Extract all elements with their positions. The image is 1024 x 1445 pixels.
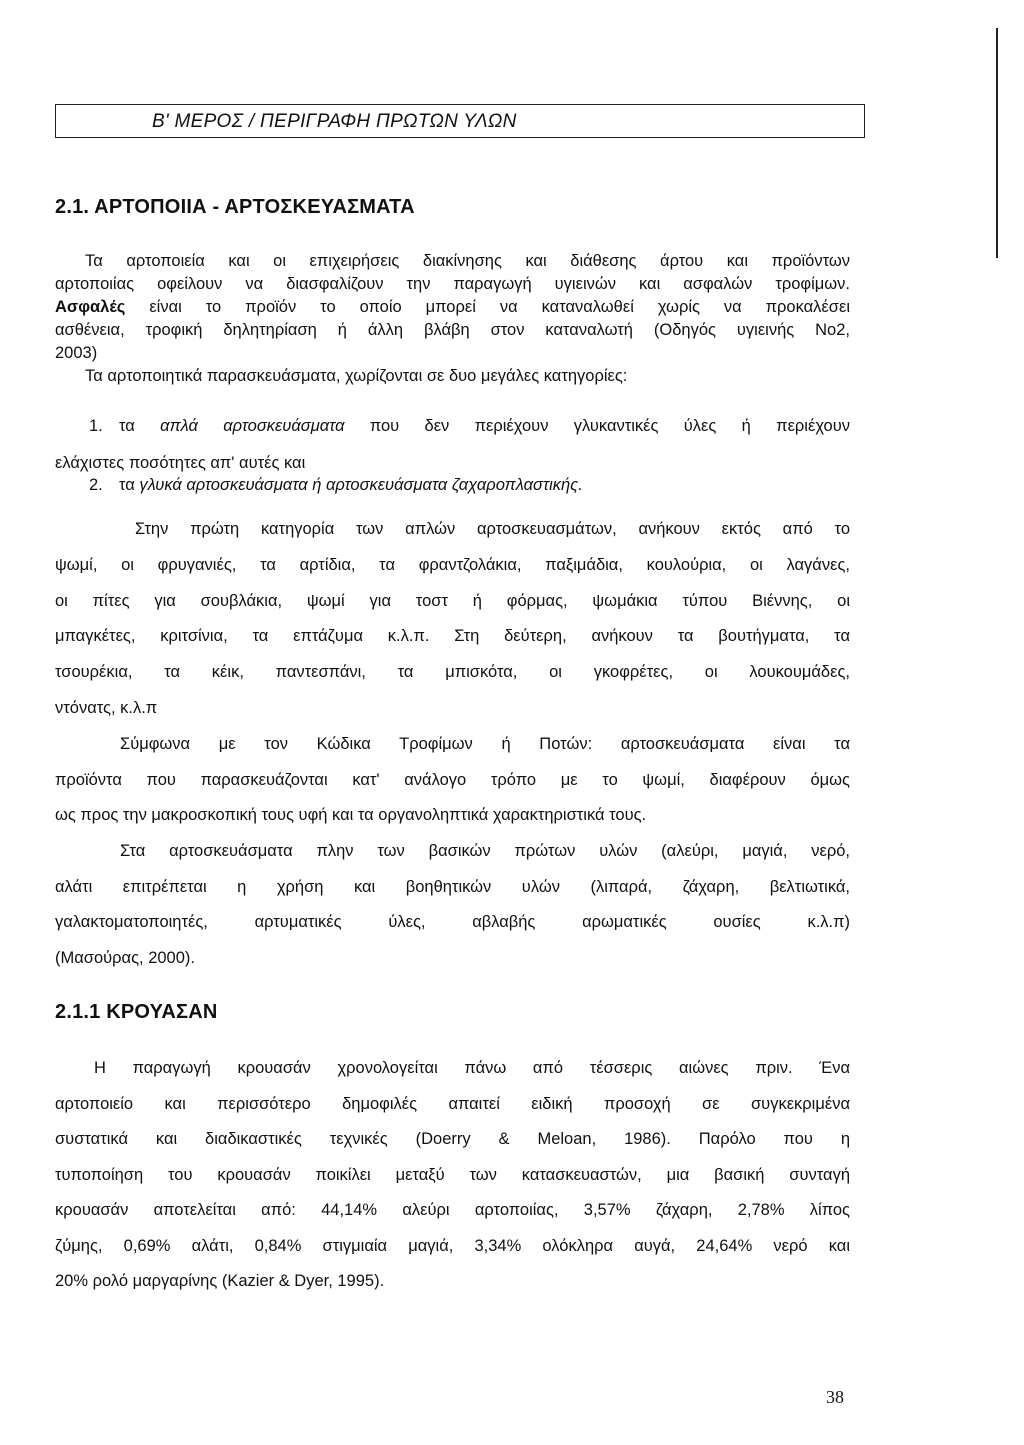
italic-term: απλά αρτοσκευάσματα bbox=[160, 417, 345, 435]
text-span: τα bbox=[119, 417, 161, 435]
text-line: μπαγκέτες, κριτσίνια, τα επτάζυμα κ.λ.π. Στη δεύτερη, ανήκουν τα βουτήγματα, τα bbox=[55, 627, 850, 646]
section-heading: 2.1. ΑΡΤΟΠΟΙΙΑ - ΑΡΤΟΣΚΕΥΑΣΜΑΤΑ bbox=[55, 196, 415, 218]
text-span: τα bbox=[119, 476, 140, 494]
text-line: Στα αρτοσκευάσματα πλην των βασικών πρώτων υλών (αλεύρι, μαγιά, νερό, bbox=[120, 842, 850, 860]
text-line bbox=[55, 474, 850, 497]
text-line: 2003) bbox=[55, 344, 98, 362]
text-line: κρουασάν αποτελείται από: 44,14% αλεύρι αρτοποιίας, 3,57% ζάχαρη, 2,78% λίπος bbox=[55, 1201, 850, 1219]
text-line bbox=[55, 296, 850, 319]
text-line: αρτοποιείο και περισσότερο δημοφιλές απαιτεί ειδική προσοχή σε συγκεκριμένα bbox=[55, 1094, 850, 1113]
list-number: 2. bbox=[89, 476, 103, 494]
text-line: Σύμφωνα με τον Κώδικα Τροφίμων ή Ποτών: αρτοσκευάσματα είναι τα bbox=[120, 735, 850, 753]
text-line: 20% ρολό μαργαρίνης (Kazier & Dyer, 1995). bbox=[55, 1272, 385, 1290]
text-line: γαλακτοματοποιητές, αρτυματικές ύλες, αβλαβής αρωματικές ουσίες κ.λ.π) bbox=[55, 913, 850, 931]
food-code-paragraph bbox=[55, 727, 850, 834]
text-line: προϊόντα που παρασκευάζονται κατ' ανάλογο τρόπο με το ψωμί, διαφέρουν όμως bbox=[55, 770, 850, 789]
text-line bbox=[55, 408, 850, 445]
list-number: 1. bbox=[89, 417, 103, 435]
categories-paragraph bbox=[55, 512, 850, 727]
text-line: ντόνατς, κ.λ.π bbox=[55, 698, 158, 717]
text-span: είναι το προϊόν το οποίο μπορεί να καταναλωθεί χωρίς να προκαλέσει bbox=[125, 298, 850, 316]
text-line: αρτοποιίας οφείλουν να διασφαλίζουν την παραγωγή υγιεινών και ασφαλών τροφίμων. bbox=[55, 275, 850, 293]
text-line: Τα αρτοποιητικά παρασκευάσματα, χωρίζονται σε δυο μεγάλες κατηγορίες: bbox=[85, 367, 628, 385]
text-line: ελάχιστες ποσότητες απ' αυτές και bbox=[55, 454, 306, 472]
bold-term: Ασφαλές bbox=[55, 298, 126, 316]
text-line: ασθένεια, τροφική δηλητηρίαση ή άλλη βλάβη στον καταναλωτή (Οδηγός υγιεινής Νο2, bbox=[55, 321, 850, 339]
text-line: αλάτι επιτρέπεται η χρήση και βοηθητικών υλών (λιπαρά, ζάχαρη, βελτιωτικά, bbox=[55, 877, 850, 896]
text-line: ψωμί, οι φρυγανιές, τα αρτίδια, τα φραντζολάκια, παξιμάδια, κουλούρια, οι λαγάνες, bbox=[55, 555, 850, 574]
part-header-title: Β' ΜΕΡΟΣ / ΠΕΡΙΓΡΑΦΗ ΠΡΩΤΩΝ ΥΛΩΝ bbox=[152, 111, 517, 132]
page-number: 38 bbox=[826, 1387, 844, 1407]
subsection-heading: 2.1.1 ΚΡΟΥΑΣΑΝ bbox=[55, 1001, 218, 1023]
text-line: ως προς την μακροσκοπική τους υφή και τα οργανοληπτικά χαρακτηριστικά τους. bbox=[55, 806, 647, 824]
text-line: (Μασούρας, 2000). bbox=[55, 948, 195, 967]
text-line: συστατικά και διαδικαστικές τεχνικές (Doerry & Meloan, 1986). Παρόλο που η bbox=[55, 1130, 850, 1148]
part-header-box bbox=[55, 104, 865, 138]
scan-margin-line bbox=[996, 28, 998, 258]
text-line: Η παραγωγή κρουασάν χρονολογείται πάνω από τέσσερις αιώνες πριν. Ένα bbox=[94, 1059, 850, 1077]
text-line: οι πίτες για σουβλάκια, ψωμί για τοστ ή φόρμας, ψωμάκια τύπου Βιέννης, οι bbox=[55, 591, 850, 610]
text-line: Στην πρώτη κατηγορία των απλών αρτοσκευασμάτων, ανήκουν εκτός από το bbox=[135, 520, 850, 538]
croissant-paragraph bbox=[55, 1051, 850, 1300]
list-item bbox=[55, 474, 850, 497]
text-line: τσουρέκια, τα κέικ, παντεσπάνι, τα μπισκότα, οι γκοφρέτες, οι λουκουμάδες, bbox=[55, 663, 850, 682]
intro-paragraph bbox=[55, 250, 850, 388]
list-item bbox=[55, 408, 850, 482]
text-span: που δεν περιέχουν γλυκαντικές ύλες ή περιέχουν bbox=[344, 417, 850, 435]
ingredients-paragraph bbox=[55, 834, 850, 976]
italic-term: γλυκά αρτοσκευάσματα ή αρτοσκευάσματα ζαχαροπλαστικής. bbox=[139, 476, 583, 494]
text-line: τυποποίηση του κρουασάν ποικίλει μεταξύ των κατασκευαστών, μια βασική συνταγή bbox=[55, 1165, 850, 1184]
text-line: Τα αρτοποιεία και οι επιχειρήσεις διακίνησης και διάθεσης άρτου και προϊόντων bbox=[85, 252, 850, 270]
text-line: ζύμης, 0,69% αλάτι, 0,84% στιγμιαία μαγιά, 3,34% ολόκληρα αυγά, 24,64% νερό και bbox=[55, 1236, 850, 1255]
